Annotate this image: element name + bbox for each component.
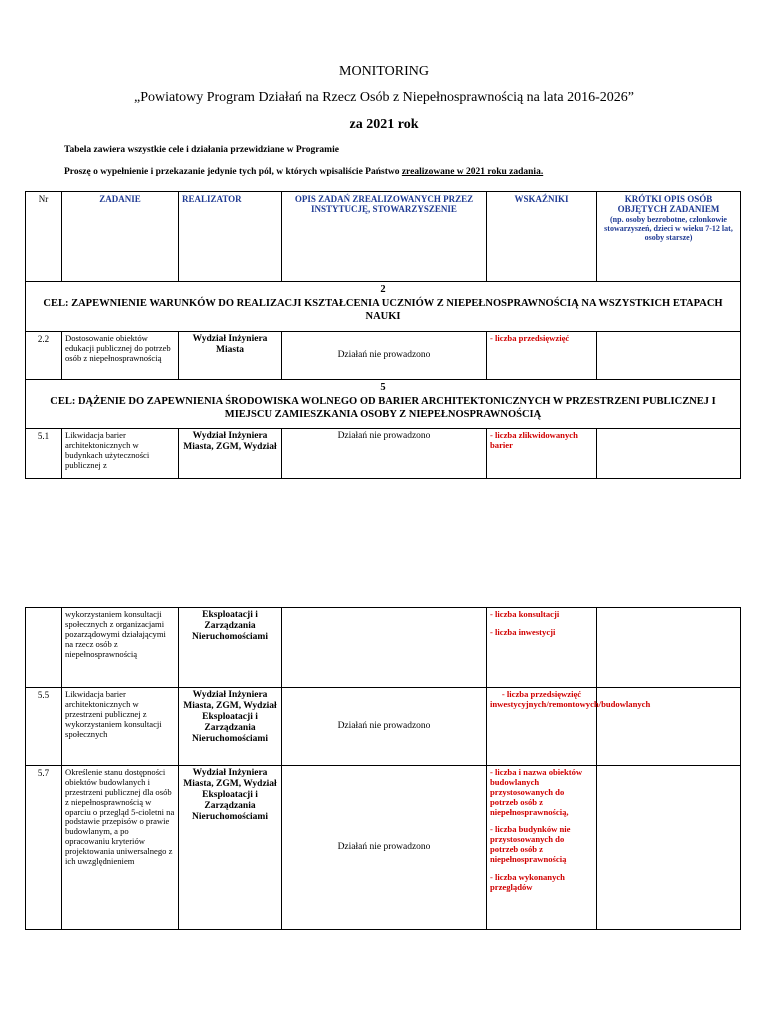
- row-5-1-people: [597, 429, 741, 479]
- row-5-1-cont-people: [597, 608, 741, 688]
- row-5-7-indicator-2: - liczba budynków nie przystosowanych do potrzeb osób z niepełnosprawnością: [490, 824, 571, 864]
- intro-line-2-emphasis: zrealizowane w 2021 roku zadania.: [401, 167, 544, 177]
- row-5-7-task: Określenie stanu dostępności obiektów budowlanych i przestrzeni publicznej dla osób z niepełnosprawnością w oparciu o przegląd 5-cioletni na podstawie przepisów o prawie budowlanym, a po opracowaniu kryteriów projektowania uniwersalnego z ich uwzględnieniem: [62, 766, 179, 930]
- col-header-nr: Nr: [26, 192, 62, 282]
- row-5-1-cont-indicator-2: - liczba inwestycji: [490, 626, 556, 637]
- goal-2-text: CEL: ZAPEWNIENIE WARUNKÓW DO REALIZACJI KSZTAŁCENIA UCZNIÓW Z NIEPEŁNOSPRAWNOŚCIĄ NA WSZYSTKICH ETAPACH NAUKI: [43, 297, 723, 323]
- report-year: za 2021 rok: [349, 117, 419, 132]
- document-title: MONITORING: [339, 64, 429, 79]
- goal-2-cell: [26, 282, 741, 332]
- program-title: „Powiatowy Program Działań na Rzecz Osób z Niepełnosprawnością na lata 2016-2026”: [134, 90, 634, 105]
- row-5-7-nr: 5.7: [26, 766, 62, 930]
- row-2-2-desc: Działań nie prowadzono: [282, 332, 487, 380]
- intro-line-2: [64, 167, 543, 177]
- row-5-7-indicator-1: - liczba i nazwa obiektów budowlanych przystosowanych do potrzeb osób z niepełnosprawnością,: [490, 767, 583, 817]
- row-5-1-cont-indicators: [487, 608, 597, 688]
- monitoring-table-page-2: [25, 607, 741, 930]
- row-5-1-nr: 5.1: [26, 429, 62, 479]
- row-5-7-desc: Działań nie prowadzono: [282, 766, 487, 930]
- row-5-5-nr: 5.5: [26, 688, 62, 766]
- table-row: [26, 608, 741, 688]
- row-5-7-people: [597, 766, 741, 930]
- row-5-5-task: Likwidacja barier architektonicznych w przestrzeni publicznej z wykorzystaniem konsultacji społecznych: [62, 688, 179, 766]
- row-5-1-indicator: - liczba zlikwidowanych barier: [487, 429, 597, 479]
- row-2-2-indicator: - liczba przedsięwzięć: [487, 332, 597, 380]
- goal-row-5: [26, 380, 741, 429]
- row-5-7-indicators: [487, 766, 597, 930]
- row-2-2-people: [597, 332, 741, 380]
- table-row: [26, 429, 741, 479]
- col-header-indicators: WSKAŹNIKI: [487, 192, 597, 282]
- row-2-2-task: Dostosowanie obiektów edukacji publicznej do potrzeb osób z niepełnosprawnością: [62, 332, 179, 380]
- goal-5-number: 5: [380, 382, 386, 393]
- col-header-desc: OPIS ZADAŃ ZREALIZOWANYCH PRZEZ INSTYTUCJĘ, STOWARZYSZENIE: [282, 192, 487, 282]
- row-5-1-cont-desc: [282, 608, 487, 688]
- table-row: [26, 688, 741, 766]
- row-5-7-indicator-3: - liczba wykonanych przeglądów: [490, 871, 565, 892]
- header-row: [26, 192, 741, 282]
- row-5-5-realizer: Wydział Inżyniera Miasta, ZGM, Wydział Eksploatacji i Zarządzania Nieruchomościami: [179, 688, 282, 766]
- row-2-2-realizer: Wydział Inżyniera Miasta: [179, 332, 282, 380]
- row-5-7-realizer: Wydział Inżyniera Miasta, ZGM, Wydział Eksploatacji i Zarządzania Nieruchomościami: [179, 766, 282, 930]
- col-header-task: ZADANIE: [62, 192, 179, 282]
- col-header-people-note: (np. osoby bezrobotne, członkowie stowarzyszeń, dzieci w wieku 7-12 lat, osoby starsze): [604, 214, 733, 243]
- table-row: [26, 332, 741, 380]
- row-5-5-indicator: - liczba przedsięwzięć inwestycyjnych/remontowych/budowlanych: [487, 688, 597, 766]
- goal-5-text: CEL: DĄŻENIE DO ZAPEWNIENIA ŚRODOWISKA WOLNEGO OD BARIER ARCHITEKTONICZNYCH W PRZESTRZENI PUBLICZNEJ I MIEJSCU ZAMIESZKANIA OSOBY Z NIEPEŁNOSPRAWNOŚCIĄ: [50, 395, 716, 421]
- row-5-1-desc: Działań nie prowadzono: [282, 429, 487, 479]
- row-5-1-cont-task: wykorzystaniem konsultacji społecznych z organizacjami pozarządowymi działającymi na rzecz osób z niepełnosprawnością: [62, 608, 179, 688]
- col-header-people: [597, 192, 741, 282]
- monitoring-table-page-1: [25, 191, 741, 479]
- intro-line-1: Tabela zawiera wszystkie cele i działania przewidziane w Programie: [64, 145, 339, 155]
- row-5-1-cont-indicator-1: - liczba konsultacji: [490, 609, 560, 619]
- intro-line-2-text: Proszę o wypełnienie i przekazanie jedynie tych pól, w których wpisaliście Państwo: [64, 167, 402, 177]
- row-2-2-nr: 2.2: [26, 332, 62, 380]
- goal-5-cell: [26, 380, 741, 429]
- row-5-1-cont-nr: [26, 608, 62, 688]
- goal-2-number: 2: [380, 284, 386, 295]
- col-header-people-title: KRÓTKI OPIS OSÓB OBJĘTYCH ZADANIEM: [617, 194, 720, 215]
- row-5-5-desc: Działań nie prowadzono: [282, 688, 487, 766]
- col-header-realizer: REALIZATOR: [179, 192, 282, 282]
- row-5-1-realizer: Wydział Inżyniera Miasta, ZGM, Wydział: [179, 429, 282, 479]
- row-5-1-cont-realizer: Eksploatacji i Zarządzania Nieruchomościami: [179, 608, 282, 688]
- row-5-1-task: Likwidacja barier architektonicznych w budynkach użyteczności publicznej z: [62, 429, 179, 479]
- table-row: [26, 766, 741, 930]
- goal-row-2: [26, 282, 741, 332]
